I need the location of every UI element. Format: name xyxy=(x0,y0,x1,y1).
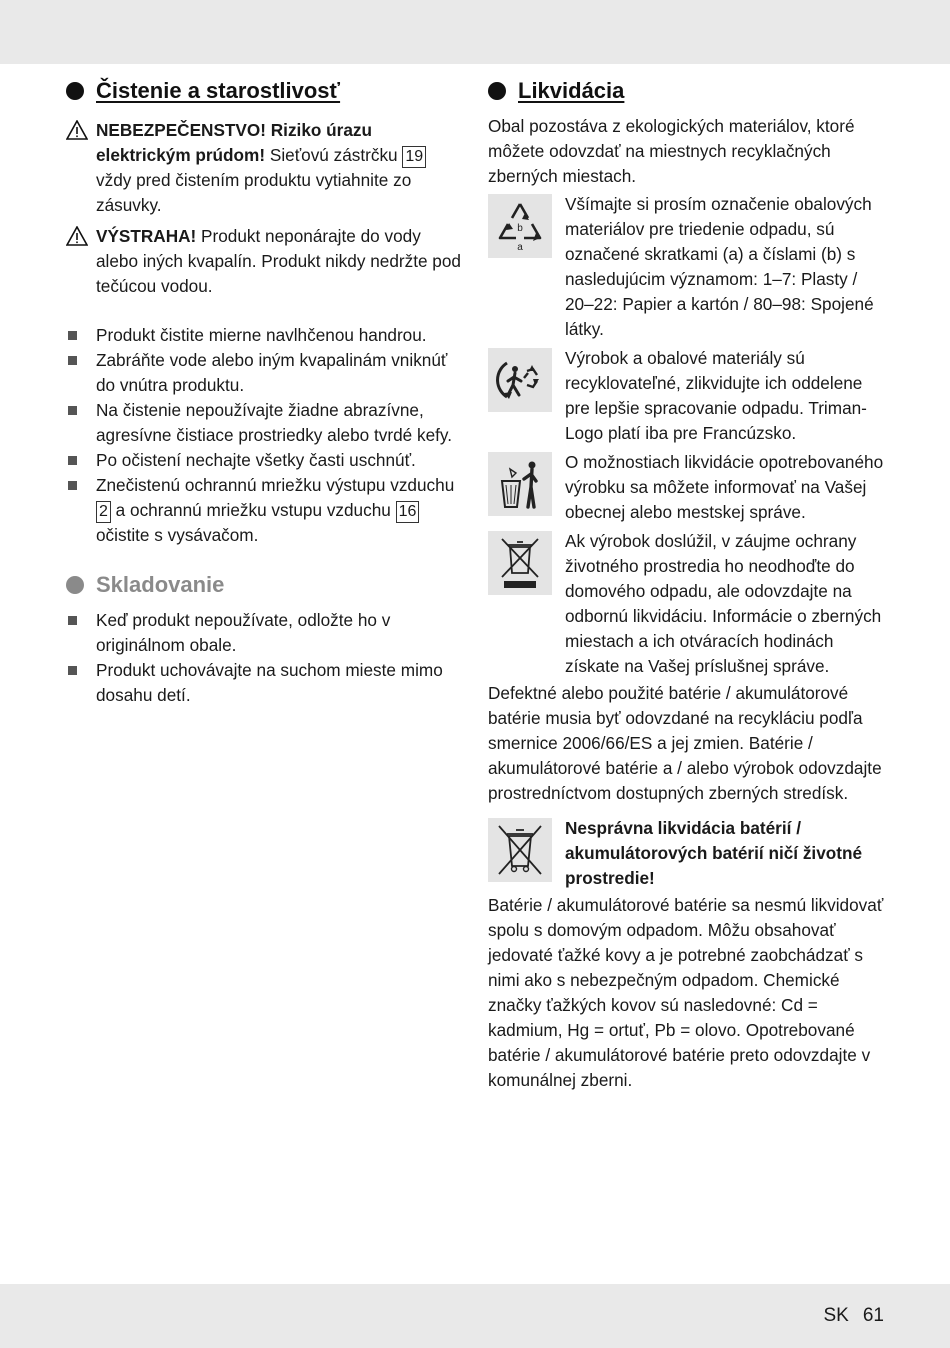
part-ref: 19 xyxy=(402,146,426,168)
warning-triangle-icon xyxy=(66,118,96,218)
caution-text: Produkt neponárajte do vody alebo iných kvapalín. Produkt nikdy nedržte pod tečúcou vodou. xyxy=(96,226,461,296)
recycle-row xyxy=(488,192,888,342)
litter-text: O možnostiach likvidácie opotrebovaného výrobku sa môžete informovať na Vašej obecnej alebo mestskej správe. xyxy=(565,452,884,522)
recycle-code-b: b xyxy=(517,223,523,234)
litter-row xyxy=(488,450,888,525)
warning-triangle-icon xyxy=(66,224,96,299)
part-ref: 16 xyxy=(396,501,420,523)
cleaning-title: Čistenie a starostlivosť xyxy=(96,78,341,103)
triman-row xyxy=(488,346,888,446)
part-ref: 2 xyxy=(96,501,111,523)
storage-list xyxy=(66,608,466,708)
recycle-icon xyxy=(488,194,552,258)
crossed-bin-icon xyxy=(488,531,552,595)
list-item: Produkt čistite mierne navlhčenou handrou. xyxy=(66,323,466,348)
list-item: Zabráňte vode alebo iným kvapalinám vniknúť do vnútra produktu. xyxy=(66,348,466,398)
danger-warning xyxy=(66,118,466,218)
list-item: Po očistení nechajte všetky časti uschnúť. xyxy=(66,448,466,473)
caution-label: VÝSTRAHA! xyxy=(96,226,197,246)
cleaning-list xyxy=(66,323,466,548)
list-item: Keď produkt nepoužívate, odložte ho v originálnom obale. xyxy=(66,608,466,658)
triman-text: Výrobok a obalové materiály sú recyklovateľné, zlikvidujte ich oddelene pre lepšie spracovanie odpadu. Triman-Logo platí iba pre Francúzsko. xyxy=(565,348,867,443)
storage-heading xyxy=(66,572,466,598)
list-item: Produkt uchovávajte na suchom mieste mimo dosahu detí. xyxy=(66,658,466,708)
language-code: SK xyxy=(823,1305,849,1326)
left-column xyxy=(66,78,466,708)
bullet-dot-icon xyxy=(488,82,506,100)
danger-text: Sieťovú zástrčku xyxy=(265,145,403,165)
crossed-bin-icon xyxy=(488,818,552,882)
disposal-title: Likvidácia xyxy=(518,78,625,103)
list-item: Na čistenie nepoužívajte žiadne abrazívne, agresívne čistiace prostriedky alebo tvrdé kefy. xyxy=(66,398,466,448)
bullet-dot-icon xyxy=(66,82,84,100)
page-footer xyxy=(824,1305,885,1327)
caution-warning xyxy=(66,224,466,299)
storage-title: Skladovanie xyxy=(96,572,225,597)
list-item: Znečistenú ochrannú mriežku výstupu vzduchu 2 a ochrannú mriežku vstupu vzduchu 16 očistite s vysávačom. xyxy=(66,473,466,548)
bullet-dot-icon xyxy=(66,576,84,594)
cleaning-heading xyxy=(66,78,466,104)
right-column xyxy=(488,78,888,1093)
litter-bin-icon xyxy=(488,452,552,516)
weee-text: Ak výrobok doslúžil, v záujme ochrany životného prostredia ho neodhoďte do domového odpadu, ale odovzdajte na odbornú likvidáciu. Informácie o zberných miestach a ich otváracích hodinách získate na Vašej príslušnej správe. xyxy=(565,531,882,676)
triman-icon xyxy=(488,348,552,412)
disposal-intro: Obal pozostáva z ekologických materiálov, ktoré môžete odovzdať na miestnych recyklačných zberných miestach. xyxy=(488,116,855,186)
battery-warning: Nesprávna likvidácia batérií / akumulátorových batérií ničí životné prostredie! xyxy=(565,818,863,888)
bottom-band xyxy=(0,1284,950,1348)
top-band xyxy=(0,0,950,64)
recycle-code-a: a xyxy=(517,242,523,252)
battery-text: Batérie / akumulátorové batérie sa nesmú likvidovať spolu s domovým odpadom. Môžu obsahovať jedovaté ťažké kovy a je potrebné zaobchádzať s nimi ako s nebezpečným odpadom. Chemické značky ťažkých kovov sú nasledovné: Cd = kadmium, Hg = ortuť, Pb = olovo. Opotrebované batérie / akumulátorové batérie preto odovzdajte v komunálnej zberni. xyxy=(488,895,884,1090)
recycle-text: Všímajte si prosím označenie obalových materiálov pre triedenie odpadu, sú označené skratkami (a) a číslami (b) s nasledujúcim významom: 1–7: Plasty / 20–22: Papier a kartón / 80–98: Spojené látky. xyxy=(565,194,874,339)
battery-intro: Defektné alebo použité batérie / akumulátorové batérie musia byť odovzdané na recykláciu podľa smernice 2006/66/ES a jej zmien. Batérie / akumulátorové batérie a / alebo výrobok odovzdajte prostredníctvom dostupných zberných stredísk. xyxy=(488,683,882,803)
danger-text-2: vždy pred čistením produktu vytiahnite zo zásuvky. xyxy=(96,170,412,215)
weee-row xyxy=(488,529,888,679)
disposal-heading xyxy=(488,78,888,104)
battery-warning-row xyxy=(488,816,888,891)
danger-label: NEBEZPEČENSTVO! Riziko úrazu elektrickým prúdom! xyxy=(96,120,372,165)
page-number: 61 xyxy=(862,1305,884,1326)
